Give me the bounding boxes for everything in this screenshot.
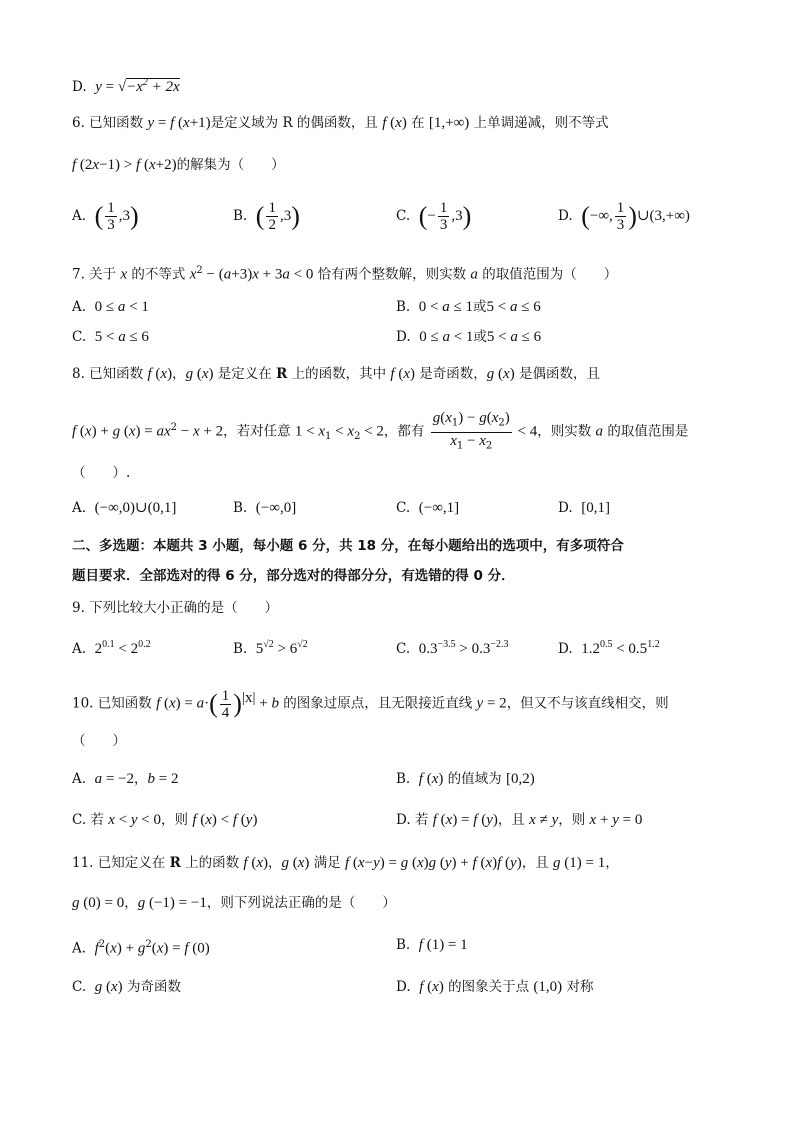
q11-option-a[interactable]: A. $f^2(x) + g^2(x) = f$ (0) <box>72 939 210 957</box>
q7-stem: 7. 关于 x 的不等式 $x^2 - (a+3)x + 3a < 0$ 恰有两个整数解，则实数 a 的取值范围为（ ） <box>72 265 618 283</box>
q7-option-b[interactable]: B. 0 < a ≤ 1或5 < a ≤ 6 <box>396 299 541 315</box>
q9-option-d[interactable]: D. $1.2^{0.5} < 0.5^{1.2}$ <box>558 639 660 657</box>
q7-option-d[interactable]: D. 0 ≤ a < 1或5 < a ≤ 6 <box>396 329 542 345</box>
section2-heading-line2: 题目要求．全部选对的得 6 分，部分选对的得部分分，有选错的得 0 分． <box>72 568 515 584</box>
q8-option-a[interactable]: A. (−∞,0)∪(0,1] <box>72 500 177 516</box>
section2-heading-line1: 二、多选题：本题共 3 小题，每小题 6 分，共 18 分，在每小题给出的选项中，有多项符合 <box>72 538 624 554</box>
q9-option-b[interactable]: B. $5^{√2} > 6^{√2}$ <box>233 639 308 657</box>
q11-option-d[interactable]: D. f (x) 的图象关于点 (1,0) 对称 <box>396 979 594 995</box>
q6-option-d[interactable]: D. (−∞, $\frac{1}{3}$ )∪(3,+∞) <box>558 200 690 233</box>
q10-stem-line2: （ ） <box>72 733 126 749</box>
q6-option-a[interactable]: A. ( $\frac{1}{3}$ ,3) <box>72 200 139 233</box>
q9-option-a[interactable]: A. $2^{0.1} < 2^{0.2}$ <box>72 639 151 657</box>
q11-option-c[interactable]: C. g (x) 为奇函数 <box>72 979 181 995</box>
q10-option-b[interactable]: B. f (x) 的值域为 [0,2) <box>396 771 535 787</box>
q10-option-a[interactable]: A. a = −2，b = 2 <box>72 771 179 787</box>
q6-option-c[interactable]: C. (− $\frac{1}{3}$ ,3) <box>396 200 472 233</box>
q8-stem-line2: f (x) + g $(x) = ax^2 - x + 2$，若对任意 $1 < x_1 < x_2 < 2$，都有 $\frac{g(x_1) - g(x_2)}{x_1 - x_2}$ < 4，则实数 a 的取值范围是 <box>72 409 689 452</box>
q10-option-c[interactable]: C. 若 x < y < 0，则 f (x) < f (y) <box>72 812 258 828</box>
q8-option-d[interactable]: D. [0,1] <box>558 500 610 516</box>
q7-option-a[interactable]: A. 0 ≤ a < 1 <box>72 299 149 315</box>
q8-option-b[interactable]: B. (−∞,0] <box>233 500 297 516</box>
q6-stem-line2: f (2x−1) > f (x+2)的解集为（ ） <box>72 157 285 173</box>
q11-stem-line2: g (0) = 0，g (−1) = −1，则下列说法正确的是（ ） <box>72 895 396 911</box>
q11-stem-line1: 11. 已知定义在 R 上的函数 f (x)，g (x) 满足 f (x−y) = g (x)g (y) + f (x)f (y)，且 g (1) = 1， <box>72 855 619 871</box>
q9-stem: 9. 下列比较大小正确的是（ ） <box>72 600 279 616</box>
q11-option-b[interactable]: B. f (1) = 1 <box>396 937 468 953</box>
q8-stem-line1: 8. 已知函数 f (x)，g (x) 是定义在 R 上的函数，其中 f (x) 是奇函数，g (x) 是偶函数，且 <box>72 366 601 382</box>
q8-option-c[interactable]: C. (−∞,1] <box>396 500 460 516</box>
q6-stem-line1: 6. 已知函数 y = f (x+1)是定义域为 R 的偶函数，且 f (x) 在 [1,+∞) 上单调递减，则不等式 <box>72 115 609 131</box>
q5-option-d: D. $y = √-x^2 + 2x$ <box>72 77 180 95</box>
q10-option-d[interactable]: D. 若 f (x) = f (y)，且 x ≠ y，则 x + y = 0 <box>396 812 643 828</box>
q10-stem-line1: 10. 已知函数 f (x) = a·( $\frac{1}{4}$ )$^{|x|}$ + b 的图象过原点，且无限接近直线 y = 2，但又不与该直线相交，则 <box>72 687 669 721</box>
q8-stem-line3: （ ）. <box>72 465 131 481</box>
q9-option-c[interactable]: C. $0.3^{-3.5} > 0.3^{-2.3}$ <box>396 639 509 657</box>
q6-option-b[interactable]: B. ( $\frac{1}{2}$ ,3) <box>233 200 300 233</box>
q7-option-c[interactable]: C. 5 < a ≤ 6 <box>72 329 149 345</box>
